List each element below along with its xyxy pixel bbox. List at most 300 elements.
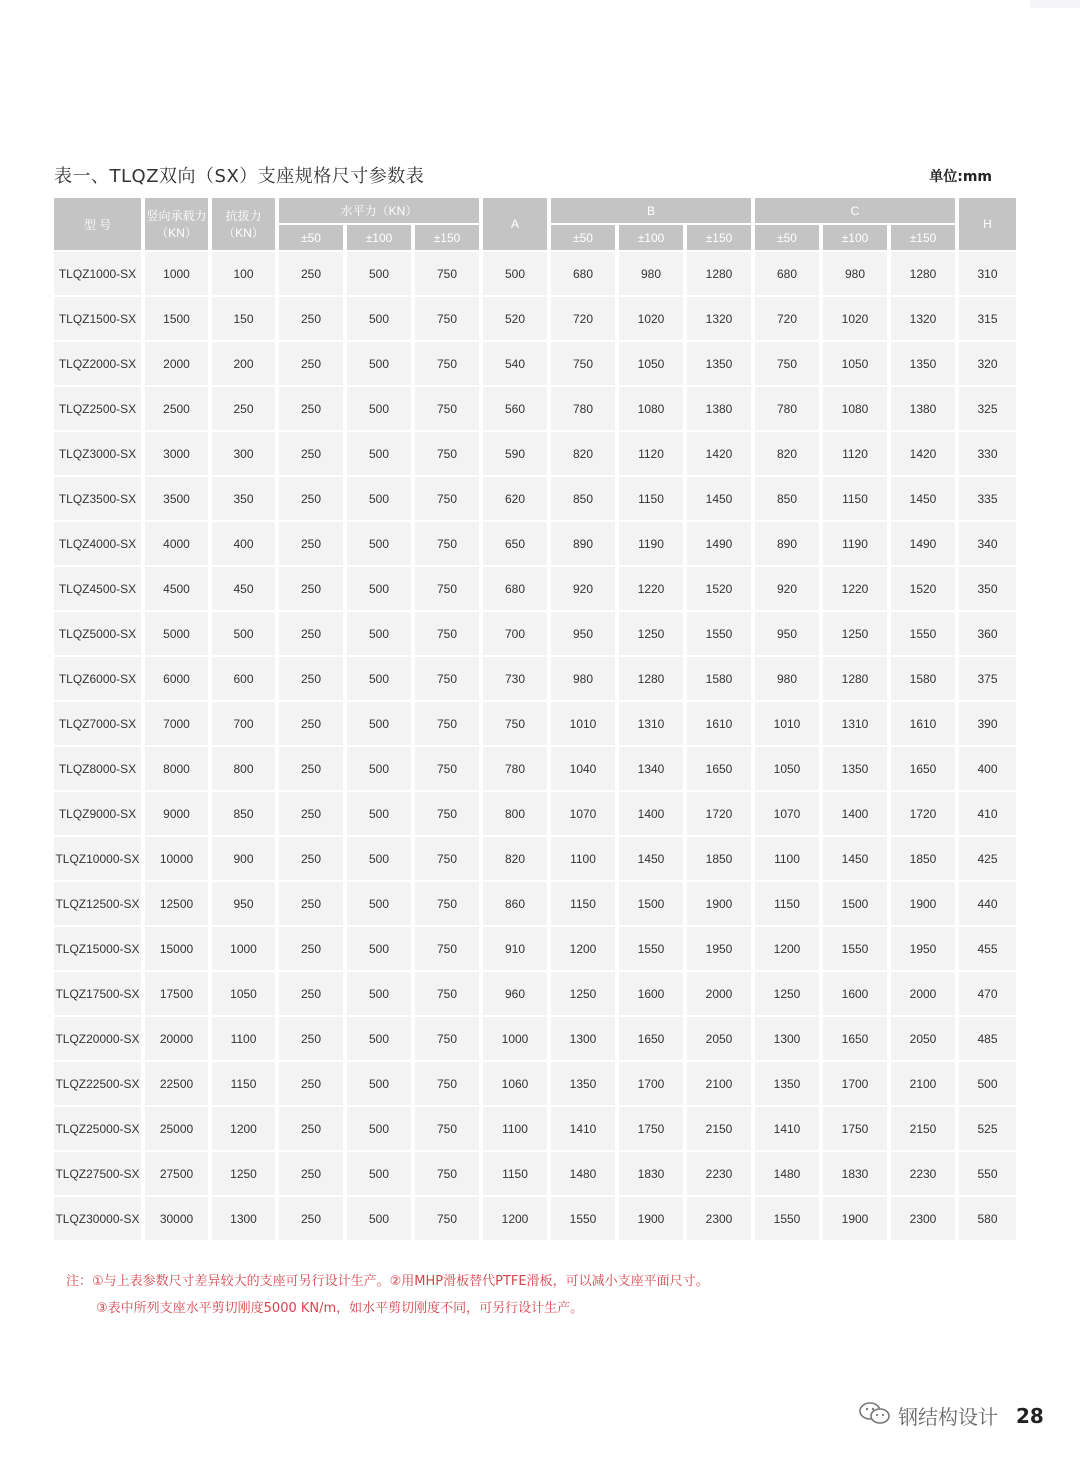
cell-model: TLQZ4500-SX — [54, 567, 141, 610]
cell-c-150: 1580 — [891, 657, 955, 700]
cell-c-100: 1700 — [823, 1062, 887, 1105]
cell-uplift: 1250 — [212, 1152, 275, 1195]
cell-b-150: 2000 — [687, 972, 751, 1015]
cell-h: 340 — [959, 522, 1016, 565]
cell-a: 700 — [483, 612, 547, 655]
cell-horizontal-150: 750 — [415, 477, 479, 520]
cell-horizontal-150: 750 — [415, 882, 479, 925]
cell-h: 390 — [959, 702, 1016, 745]
cell-horizontal-50: 250 — [279, 612, 343, 655]
cell-b-100: 1830 — [619, 1152, 683, 1195]
cell-vertical-load: 20000 — [145, 1017, 208, 1060]
cell-c-50: 750 — [755, 342, 819, 385]
cell-c-100: 1050 — [823, 342, 887, 385]
cell-c-150: 1420 — [891, 432, 955, 475]
cell-horizontal-50: 250 — [279, 342, 343, 385]
cell-b-150: 1450 — [687, 477, 751, 520]
cell-vertical-load: 4000 — [145, 522, 208, 565]
cell-horizontal-150: 750 — [415, 1197, 479, 1240]
cell-model: TLQZ25000-SX — [54, 1107, 141, 1150]
cell-c-50: 1010 — [755, 702, 819, 745]
cell-model: TLQZ22500-SX — [54, 1062, 141, 1105]
cell-horizontal-100: 500 — [347, 612, 411, 655]
cell-h: 410 — [959, 792, 1016, 835]
cell-h: 400 — [959, 747, 1016, 790]
cell-uplift: 500 — [212, 612, 275, 655]
cell-horizontal-100: 500 — [347, 342, 411, 385]
cell-model: TLQZ4000-SX — [54, 522, 141, 565]
cell-uplift: 800 — [212, 747, 275, 790]
cell-c-50: 1070 — [755, 792, 819, 835]
header-b-150: ±150 — [687, 225, 751, 250]
brand-watermark — [858, 1400, 998, 1431]
cell-uplift: 300 — [212, 432, 275, 475]
cell-h: 375 — [959, 657, 1016, 700]
cell-h: 310 — [959, 252, 1016, 295]
corner-tab — [1030, 0, 1080, 8]
cell-b-50: 1150 — [551, 882, 615, 925]
cell-h: 330 — [959, 432, 1016, 475]
cell-horizontal-100: 500 — [347, 1062, 411, 1105]
spec-table-container — [54, 198, 1032, 1240]
cell-c-150: 2000 — [891, 972, 955, 1015]
cell-a: 540 — [483, 342, 547, 385]
cell-a: 960 — [483, 972, 547, 1015]
table-row — [54, 342, 1016, 385]
cell-c-50: 720 — [755, 297, 819, 340]
cell-horizontal-150: 750 — [415, 252, 479, 295]
table-row — [54, 612, 1016, 655]
cell-model: TLQZ9000-SX — [54, 792, 141, 835]
cell-b-100: 1020 — [619, 297, 683, 340]
cell-horizontal-100: 500 — [347, 882, 411, 925]
cell-b-50: 1410 — [551, 1107, 615, 1150]
cell-horizontal-150: 750 — [415, 1017, 479, 1060]
cell-horizontal-100: 500 — [347, 1197, 411, 1240]
notes — [66, 1268, 709, 1322]
cell-c-150: 2150 — [891, 1107, 955, 1150]
cell-c-50: 1410 — [755, 1107, 819, 1150]
cell-model: TLQZ30000-SX — [54, 1197, 141, 1240]
note-line-1: 注：①与上表参数尺寸差异较大的支座可另行设计生产。②用MHP滑板替代PTFE滑板，可以减小支座平面尺寸。 — [66, 1274, 709, 1289]
cell-uplift: 600 — [212, 657, 275, 700]
cell-b-100: 1400 — [619, 792, 683, 835]
cell-horizontal-100: 500 — [347, 837, 411, 880]
cell-a: 620 — [483, 477, 547, 520]
header-c-150: ±150 — [891, 225, 955, 250]
cell-vertical-load: 12500 — [145, 882, 208, 925]
cell-horizontal-50: 250 — [279, 1197, 343, 1240]
cell-c-100: 1150 — [823, 477, 887, 520]
cell-c-50: 680 — [755, 252, 819, 295]
cell-b-150: 1950 — [687, 927, 751, 970]
cell-b-150: 1350 — [687, 342, 751, 385]
cell-c-100: 1500 — [823, 882, 887, 925]
cell-uplift: 350 — [212, 477, 275, 520]
cell-horizontal-50: 250 — [279, 1017, 343, 1060]
cell-horizontal-100: 500 — [347, 702, 411, 745]
cell-h: 470 — [959, 972, 1016, 1015]
cell-horizontal-100: 500 — [347, 1107, 411, 1150]
table-row — [54, 1197, 1016, 1240]
table-row — [54, 297, 1016, 340]
table-row — [54, 1062, 1016, 1105]
cell-c-50: 780 — [755, 387, 819, 430]
cell-vertical-load: 4500 — [145, 567, 208, 610]
cell-c-150: 1320 — [891, 297, 955, 340]
cell-horizontal-50: 250 — [279, 252, 343, 295]
cell-b-100: 1900 — [619, 1197, 683, 1240]
cell-model: TLQZ10000-SX — [54, 837, 141, 880]
cell-a: 590 — [483, 432, 547, 475]
cell-model: TLQZ6000-SX — [54, 657, 141, 700]
cell-horizontal-100: 500 — [347, 792, 411, 835]
cell-model: TLQZ2000-SX — [54, 342, 141, 385]
cell-horizontal-50: 250 — [279, 702, 343, 745]
cell-c-50: 850 — [755, 477, 819, 520]
wechat-bubbles-icon — [858, 1400, 892, 1431]
cell-vertical-load: 3500 — [145, 477, 208, 520]
table-row — [54, 882, 1016, 925]
cell-c-100: 1080 — [823, 387, 887, 430]
cell-b-100: 1750 — [619, 1107, 683, 1150]
cell-horizontal-50: 250 — [279, 747, 343, 790]
cell-horizontal-150: 750 — [415, 387, 479, 430]
cell-c-100: 1280 — [823, 657, 887, 700]
cell-c-150: 1720 — [891, 792, 955, 835]
cell-b-150: 1550 — [687, 612, 751, 655]
table-row — [54, 432, 1016, 475]
cell-c-150: 1520 — [891, 567, 955, 610]
cell-a: 800 — [483, 792, 547, 835]
cell-model: TLQZ1000-SX — [54, 252, 141, 295]
cell-b-100: 1500 — [619, 882, 683, 925]
cell-h: 485 — [959, 1017, 1016, 1060]
cell-b-150: 1850 — [687, 837, 751, 880]
cell-model: TLQZ15000-SX — [54, 927, 141, 970]
cell-horizontal-100: 500 — [347, 747, 411, 790]
cell-c-150: 1490 — [891, 522, 955, 565]
cell-horizontal-50: 250 — [279, 1152, 343, 1195]
header-model: 型 号 — [54, 198, 141, 250]
cell-uplift: 400 — [212, 522, 275, 565]
table-row — [54, 477, 1016, 520]
cell-a: 820 — [483, 837, 547, 880]
cell-b-50: 1550 — [551, 1197, 615, 1240]
cell-c-100: 1400 — [823, 792, 887, 835]
table-row — [54, 387, 1016, 430]
cell-b-150: 1490 — [687, 522, 751, 565]
cell-h: 320 — [959, 342, 1016, 385]
cell-horizontal-150: 750 — [415, 747, 479, 790]
cell-c-100: 1450 — [823, 837, 887, 880]
cell-horizontal-150: 750 — [415, 1062, 479, 1105]
cell-vertical-load: 2500 — [145, 387, 208, 430]
cell-a: 1200 — [483, 1197, 547, 1240]
cell-a: 780 — [483, 747, 547, 790]
cell-vertical-load: 17500 — [145, 972, 208, 1015]
cell-b-50: 780 — [551, 387, 615, 430]
cell-a: 520 — [483, 297, 547, 340]
cell-h: 425 — [959, 837, 1016, 880]
cell-horizontal-100: 500 — [347, 1152, 411, 1195]
cell-c-100: 1120 — [823, 432, 887, 475]
cell-b-150: 2050 — [687, 1017, 751, 1060]
cell-uplift: 1050 — [212, 972, 275, 1015]
cell-vertical-load: 15000 — [145, 927, 208, 970]
cell-horizontal-100: 500 — [347, 252, 411, 295]
cell-b-150: 1720 — [687, 792, 751, 835]
cell-h: 455 — [959, 927, 1016, 970]
table-row — [54, 837, 1016, 880]
cell-uplift: 450 — [212, 567, 275, 610]
cell-horizontal-150: 750 — [415, 567, 479, 610]
cell-c-100: 1190 — [823, 522, 887, 565]
cell-b-100: 1280 — [619, 657, 683, 700]
cell-b-100: 1310 — [619, 702, 683, 745]
table-row — [54, 1107, 1016, 1150]
cell-vertical-load: 9000 — [145, 792, 208, 835]
cell-b-100: 1450 — [619, 837, 683, 880]
cell-c-50: 1150 — [755, 882, 819, 925]
cell-b-150: 1280 — [687, 252, 751, 295]
cell-c-150: 1610 — [891, 702, 955, 745]
header-horizontal-150: ±150 — [415, 225, 479, 250]
cell-model: TLQZ12500-SX — [54, 882, 141, 925]
cell-horizontal-50: 250 — [279, 837, 343, 880]
cell-uplift: 1300 — [212, 1197, 275, 1240]
cell-vertical-load: 30000 — [145, 1197, 208, 1240]
cell-horizontal-50: 250 — [279, 567, 343, 610]
cell-horizontal-50: 250 — [279, 477, 343, 520]
cell-model: TLQZ7000-SX — [54, 702, 141, 745]
cell-b-150: 2100 — [687, 1062, 751, 1105]
cell-c-50: 980 — [755, 657, 819, 700]
table-title: 表一、TLQZ双向（SX）支座规格尺寸参数表 — [54, 166, 425, 187]
cell-b-50: 920 — [551, 567, 615, 610]
header-b: B — [551, 198, 751, 223]
cell-model: TLQZ2500-SX — [54, 387, 141, 430]
page-number: 28 — [1016, 1404, 1044, 1428]
cell-horizontal-100: 500 — [347, 297, 411, 340]
cell-b-100: 1250 — [619, 612, 683, 655]
cell-model: TLQZ3000-SX — [54, 432, 141, 475]
cell-b-50: 680 — [551, 252, 615, 295]
cell-a: 650 — [483, 522, 547, 565]
cell-a: 1060 — [483, 1062, 547, 1105]
cell-horizontal-50: 250 — [279, 882, 343, 925]
header-horizontal-100: ±100 — [347, 225, 411, 250]
header-c-50: ±50 — [755, 225, 819, 250]
cell-c-150: 1650 — [891, 747, 955, 790]
cell-horizontal-150: 750 — [415, 927, 479, 970]
header-horizontal: 水平力（KN） — [279, 198, 479, 223]
cell-b-100: 1120 — [619, 432, 683, 475]
cell-b-50: 820 — [551, 432, 615, 475]
cell-horizontal-50: 250 — [279, 387, 343, 430]
cell-horizontal-150: 750 — [415, 297, 479, 340]
cell-b-50: 1250 — [551, 972, 615, 1015]
cell-uplift: 1200 — [212, 1107, 275, 1150]
header-uplift: 抗拔力（KN） — [212, 198, 275, 250]
cell-vertical-load: 22500 — [145, 1062, 208, 1105]
cell-b-150: 1380 — [687, 387, 751, 430]
cell-vertical-load: 5000 — [145, 612, 208, 655]
cell-c-150: 1280 — [891, 252, 955, 295]
cell-horizontal-100: 500 — [347, 432, 411, 475]
cell-vertical-load: 25000 — [145, 1107, 208, 1150]
cell-vertical-load: 3000 — [145, 432, 208, 475]
spec-table — [50, 196, 1020, 1242]
cell-c-150: 1450 — [891, 477, 955, 520]
cell-c-100: 1900 — [823, 1197, 887, 1240]
cell-vertical-load: 27500 — [145, 1152, 208, 1195]
table-row — [54, 747, 1016, 790]
cell-horizontal-50: 250 — [279, 1062, 343, 1105]
cell-uplift: 850 — [212, 792, 275, 835]
cell-a: 1000 — [483, 1017, 547, 1060]
cell-horizontal-100: 500 — [347, 567, 411, 610]
cell-h: 325 — [959, 387, 1016, 430]
table-row — [54, 522, 1016, 565]
header-c-100: ±100 — [823, 225, 887, 250]
header-a: A — [483, 198, 547, 250]
cell-vertical-load: 6000 — [145, 657, 208, 700]
cell-c-150: 1950 — [891, 927, 955, 970]
cell-c-100: 1650 — [823, 1017, 887, 1060]
cell-horizontal-50: 250 — [279, 927, 343, 970]
cell-horizontal-100: 500 — [347, 1017, 411, 1060]
cell-b-100: 1080 — [619, 387, 683, 430]
cell-h: 580 — [959, 1197, 1016, 1240]
cell-model: TLQZ20000-SX — [54, 1017, 141, 1060]
cell-horizontal-100: 500 — [347, 927, 411, 970]
cell-b-100: 1550 — [619, 927, 683, 970]
cell-horizontal-50: 250 — [279, 297, 343, 340]
cell-horizontal-100: 500 — [347, 522, 411, 565]
cell-model: TLQZ3500-SX — [54, 477, 141, 520]
cell-vertical-load: 1000 — [145, 252, 208, 295]
cell-horizontal-50: 250 — [279, 972, 343, 1015]
cell-horizontal-50: 250 — [279, 432, 343, 475]
cell-vertical-load: 8000 — [145, 747, 208, 790]
cell-uplift: 700 — [212, 702, 275, 745]
cell-horizontal-150: 750 — [415, 837, 479, 880]
cell-c-100: 1350 — [823, 747, 887, 790]
cell-uplift: 950 — [212, 882, 275, 925]
cell-c-50: 820 — [755, 432, 819, 475]
cell-b-150: 1580 — [687, 657, 751, 700]
cell-c-150: 2230 — [891, 1152, 955, 1195]
cell-h: 350 — [959, 567, 1016, 610]
cell-h: 440 — [959, 882, 1016, 925]
cell-b-50: 1300 — [551, 1017, 615, 1060]
cell-c-100: 1550 — [823, 927, 887, 970]
cell-b-150: 2300 — [687, 1197, 751, 1240]
cell-b-150: 1610 — [687, 702, 751, 745]
cell-b-50: 950 — [551, 612, 615, 655]
cell-uplift: 1000 — [212, 927, 275, 970]
cell-b-150: 2150 — [687, 1107, 751, 1150]
table-row — [54, 657, 1016, 700]
cell-horizontal-150: 750 — [415, 702, 479, 745]
cell-c-100: 1600 — [823, 972, 887, 1015]
cell-uplift: 200 — [212, 342, 275, 385]
cell-a: 1150 — [483, 1152, 547, 1195]
cell-c-100: 1830 — [823, 1152, 887, 1195]
cell-a: 750 — [483, 702, 547, 745]
cell-a: 1100 — [483, 1107, 547, 1150]
cell-c-100: 1020 — [823, 297, 887, 340]
cell-a: 860 — [483, 882, 547, 925]
cell-horizontal-50: 250 — [279, 657, 343, 700]
cell-horizontal-150: 750 — [415, 612, 479, 655]
cell-uplift: 100 — [212, 252, 275, 295]
header-c: C — [755, 198, 955, 223]
cell-horizontal-100: 500 — [347, 387, 411, 430]
table-row — [54, 1017, 1016, 1060]
cell-b-150: 1320 — [687, 297, 751, 340]
cell-a: 560 — [483, 387, 547, 430]
cell-c-50: 950 — [755, 612, 819, 655]
header-horizontal-50: ±50 — [279, 225, 343, 250]
cell-c-150: 1900 — [891, 882, 955, 925]
cell-uplift: 1150 — [212, 1062, 275, 1105]
table-row — [54, 252, 1016, 295]
cell-b-50: 890 — [551, 522, 615, 565]
cell-h: 335 — [959, 477, 1016, 520]
cell-model: TLQZ5000-SX — [54, 612, 141, 655]
cell-c-150: 2050 — [891, 1017, 955, 1060]
cell-horizontal-150: 750 — [415, 792, 479, 835]
cell-b-100: 1220 — [619, 567, 683, 610]
cell-b-50: 1010 — [551, 702, 615, 745]
cell-a: 730 — [483, 657, 547, 700]
cell-horizontal-50: 250 — [279, 792, 343, 835]
cell-b-50: 1100 — [551, 837, 615, 880]
cell-c-150: 2300 — [891, 1197, 955, 1240]
cell-horizontal-50: 250 — [279, 522, 343, 565]
table-row — [54, 702, 1016, 745]
cell-b-150: 2230 — [687, 1152, 751, 1195]
table-row — [54, 1152, 1016, 1195]
cell-b-50: 980 — [551, 657, 615, 700]
brand-name: 钢结构设计 — [898, 1405, 998, 1429]
cell-b-50: 1200 — [551, 927, 615, 970]
header-b-100: ±100 — [619, 225, 683, 250]
cell-c-50: 1100 — [755, 837, 819, 880]
cell-vertical-load: 1500 — [145, 297, 208, 340]
cell-uplift: 250 — [212, 387, 275, 430]
cell-a: 910 — [483, 927, 547, 970]
table-row — [54, 927, 1016, 970]
cell-c-50: 920 — [755, 567, 819, 610]
header-h: H — [959, 198, 1016, 250]
cell-c-50: 890 — [755, 522, 819, 565]
cell-b-50: 720 — [551, 297, 615, 340]
cell-model: TLQZ17500-SX — [54, 972, 141, 1015]
cell-c-50: 1200 — [755, 927, 819, 970]
cell-b-150: 1900 — [687, 882, 751, 925]
cell-c-50: 1550 — [755, 1197, 819, 1240]
cell-b-100: 1600 — [619, 972, 683, 1015]
cell-b-100: 1700 — [619, 1062, 683, 1105]
table-body — [54, 252, 1016, 1240]
cell-horizontal-150: 750 — [415, 1107, 479, 1150]
cell-vertical-load: 2000 — [145, 342, 208, 385]
cell-c-100: 1750 — [823, 1107, 887, 1150]
cell-c-100: 1220 — [823, 567, 887, 610]
